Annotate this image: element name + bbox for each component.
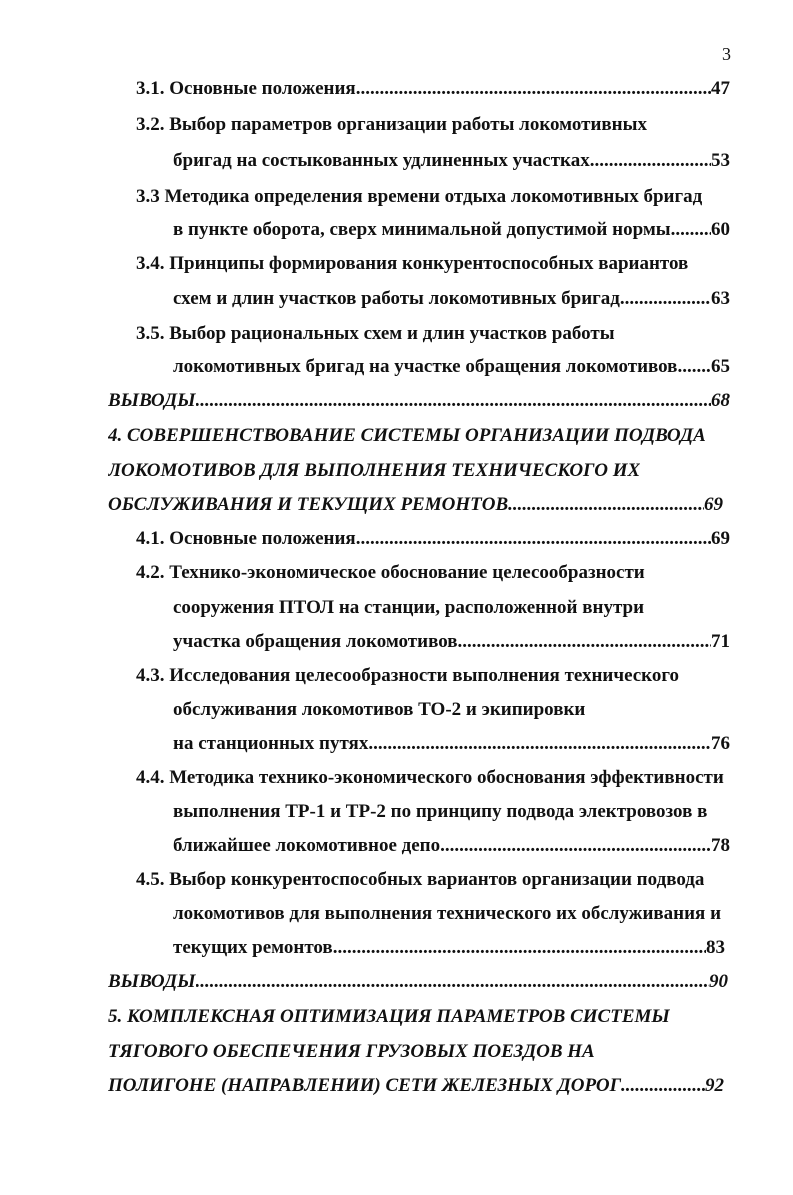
toc-page-number: 78 — [711, 835, 730, 856]
toc-page-number: 69 — [704, 494, 723, 515]
toc-entry-3-1[interactable] — [136, 75, 730, 103]
toc-entry-title: бригад на состыкованных удлиненных участках — [173, 150, 590, 171]
toc-page-number: 90 — [709, 971, 728, 992]
leader-dots — [621, 1072, 705, 1100]
toc-chapter-4-line-3[interactable] — [108, 491, 723, 519]
toc-chapter-4-line-2[interactable]: ЛОКОМОТИВОВ ДЛЯ ВЫПОЛНЕНИЯ ТЕХНИЧЕСКОГО ИХ — [108, 460, 641, 481]
leader-dots — [196, 387, 711, 415]
toc-chapter-5-line-1[interactable]: 5. КОМПЛЕКСНАЯ ОПТИМИЗАЦИЯ ПАРАМЕТРОВ СИСТЕМЫ — [108, 1006, 670, 1027]
leader-dots — [333, 934, 706, 962]
toc-conclusions-2[interactable] — [108, 968, 728, 996]
toc-page-number: 53 — [711, 150, 730, 171]
toc-entry-title: ОБСЛУЖИВАНИЯ И ТЕКУЩИХ РЕМОНТОВ — [108, 494, 509, 515]
toc-page-number: 63 — [711, 288, 730, 309]
toc-page-number: 68 — [711, 390, 730, 411]
leader-dots — [196, 968, 709, 996]
leader-dots — [508, 491, 704, 519]
leader-dots — [458, 628, 712, 656]
toc-entry-4-3-line-2[interactable]: обслуживания локомотивов ТО-2 и экипировки — [173, 699, 586, 720]
leader-dots — [620, 285, 711, 313]
leader-dots — [677, 353, 711, 381]
toc-entry-title: участка обращения локомотивов — [173, 631, 458, 652]
toc-page-number: 47 — [711, 78, 730, 99]
toc-page-number: 83 — [706, 937, 725, 958]
toc-entry-4-4-line-1[interactable]: 4.4. Методика технико-экономического обоснования эффективности — [136, 767, 724, 788]
toc-page-number: 60 — [711, 219, 730, 240]
toc-entry-3-4-line-1[interactable]: 3.4. Принципы формирования конкурентоспособных вариантов — [136, 253, 689, 274]
toc-entry-4-4-line-3[interactable] — [173, 832, 730, 860]
toc-entry-4-2-line-3[interactable] — [173, 628, 730, 656]
leader-dots — [440, 832, 711, 860]
toc-entry-title: в пункте оборота, сверх минимальной допустимой нормы — [173, 219, 671, 240]
toc-page-number: 65 — [711, 356, 730, 377]
toc-chapter-5-line-3[interactable] — [108, 1072, 724, 1100]
toc-page-number: 92 — [705, 1075, 724, 1096]
page-number: 3 — [722, 44, 731, 64]
leader-dots — [368, 730, 711, 758]
leader-dots — [356, 525, 711, 553]
toc-page-number: 69 — [711, 528, 730, 549]
toc-entry-title: ближайшее локомотивное депо — [173, 835, 441, 856]
toc-chapter-5-line-2[interactable]: ТЯГОВОГО ОБЕСПЕЧЕНИЯ ГРУЗОВЫХ ПОЕЗДОВ НА — [108, 1041, 595, 1062]
toc-entry-title: на станционных путях — [173, 733, 369, 754]
leader-dots — [356, 75, 711, 103]
toc-entry-title: локомотивных бригад на участке обращения локомотивов — [173, 356, 678, 377]
toc-entry-4-4-line-2[interactable]: выполнения ТР-1 и ТР-2 по принципу подвода электровозов в — [173, 801, 708, 822]
toc-entry-4-2-line-1[interactable]: 4.2. Технико-экономическое обоснование целесообразности — [136, 562, 645, 583]
toc-entry-3-5-line-1[interactable]: 3.5. Выбор рациональных схем и длин участков работы — [136, 323, 615, 344]
toc-entry-title: ВЫВОДЫ — [108, 971, 196, 992]
toc-entry-4-2-line-2[interactable]: сооружения ПТОЛ на станции, расположенной внутри — [173, 597, 645, 618]
toc-entry-title: 4.1. Основные положения — [136, 528, 356, 549]
toc-page-number: 76 — [711, 733, 730, 754]
toc-entry-4-5-line-3[interactable] — [173, 934, 725, 962]
leader-dots — [671, 216, 711, 244]
toc-entry-3-3-line-1[interactable]: 3.3 Методика определения времени отдыха локомотивных бригад — [136, 186, 703, 207]
toc-conclusions-1[interactable] — [108, 387, 730, 415]
toc-entry-title: ВЫВОДЫ — [108, 390, 196, 411]
toc-entry-title: схем и длин участков работы локомотивных бригад — [173, 288, 620, 309]
toc-entry-title: текущих ремонтов — [173, 937, 333, 958]
leader-dots — [590, 147, 711, 175]
toc-entry-3-2-line-2[interactable] — [173, 147, 730, 175]
toc-entry-4-5-line-1[interactable]: 4.5. Выбор конкурентоспособных вариантов организации подвода — [136, 869, 705, 890]
toc-entry-3-2-line-1[interactable]: 3.2. Выбор параметров организации работы локомотивных — [136, 114, 647, 135]
toc-chapter-4-line-1[interactable]: 4. СОВЕРШЕНСТВОВАНИЕ СИСТЕМЫ ОРГАНИЗАЦИИ ПОДВОДА — [108, 425, 706, 446]
toc-page-number: 71 — [711, 631, 730, 652]
toc-entry-title: ПОЛИГОНЕ (НАПРАВЛЕНИИ) СЕТИ ЖЕЛЕЗНЫХ ДОРОГ — [108, 1075, 622, 1096]
toc-entry-4-1[interactable] — [136, 525, 730, 553]
toc-entry-3-4-line-2[interactable] — [173, 285, 730, 313]
toc-entry-3-3-line-2[interactable] — [173, 216, 730, 244]
toc-entry-4-3-line-1[interactable]: 4.3. Исследования целесообразности выполнения технического — [136, 665, 680, 686]
toc-entry-4-3-line-3[interactable] — [173, 730, 730, 758]
toc-entry-4-5-line-2[interactable]: локомотивов для выполнения технического их обслуживания и — [173, 903, 722, 924]
toc-entry-title: 3.1. Основные положения — [136, 78, 356, 99]
toc-entry-3-5-line-2[interactable] — [173, 353, 730, 381]
